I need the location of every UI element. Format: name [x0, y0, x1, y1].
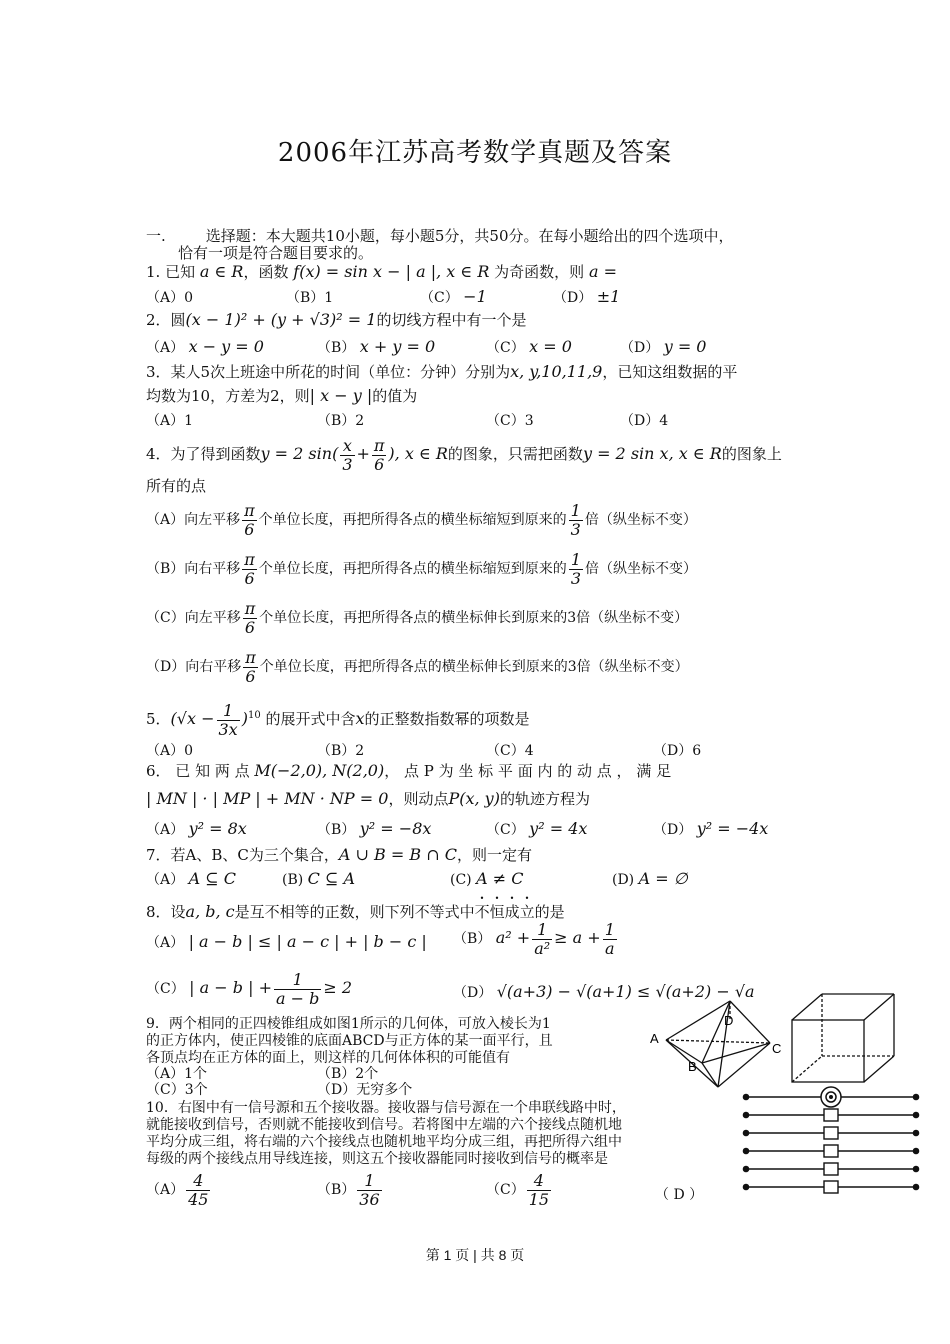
q2-option-c — [486, 337, 572, 357]
q8-emphasis: 不恒成立 — [474, 903, 535, 921]
q5-frac — [217, 702, 240, 739]
den: 3 — [570, 568, 581, 588]
q5-x: x — [355, 709, 365, 728]
question-1 — [146, 262, 617, 282]
page-footer: 第 1 页 | 共 8 页 — [425, 1247, 525, 1263]
q3-math: x, y,10,11,9 — [510, 362, 603, 381]
label: （A） — [146, 872, 185, 888]
q1-stem: 1. 已知 — [146, 263, 196, 281]
label: （C） — [486, 822, 525, 838]
question-9-line-2: 的正方体内，使正四棱锥的底面ABCD与正方体的某一面平行，且 — [146, 1033, 553, 1049]
q2-option-b — [317, 337, 435, 357]
q6-stem-b: ， 点 P 为 坐 标 平 面 内 的 动 点 ， 满 足 — [384, 762, 672, 780]
receiver-icon — [824, 1127, 838, 1139]
q2-option-a-label: （A） — [146, 340, 185, 356]
terminal — [914, 1167, 919, 1172]
q7-math: A ∪ B = B ∩ C — [338, 845, 457, 864]
question-6-line-2 — [146, 789, 590, 809]
q10-answer: （ D ） — [655, 1187, 704, 1203]
label: （C） — [486, 1182, 525, 1198]
den: 45 — [188, 1189, 209, 1209]
q7-option-a — [146, 869, 236, 889]
q3-math-2: | x − y | — [309, 386, 373, 405]
q8-stem-c: 的是 — [534, 903, 565, 921]
terminal — [744, 1131, 749, 1136]
q7-option-c — [450, 869, 523, 888]
q4-option-c — [146, 598, 688, 638]
q7-option-b — [282, 869, 355, 888]
label: （C） — [146, 981, 185, 997]
q7-option-d — [612, 869, 688, 888]
question-6 — [146, 761, 671, 781]
six: 6 — [244, 519, 255, 539]
q6-stem-c: ，则动点 — [388, 790, 449, 808]
label-a: A — [650, 1031, 659, 1046]
q2-option-b-value: x + y = 0 — [359, 337, 436, 356]
q4-frac-1-den: 3 — [342, 454, 353, 474]
q6-math-2: | MN | · | MP | + MN · NP = 0 — [146, 789, 389, 808]
value: A ≠ C — [476, 869, 524, 888]
q10-option-b — [317, 1170, 384, 1210]
q9-option-a: （A）1个 — [146, 1066, 208, 1082]
question-3-line-2 — [146, 386, 417, 406]
q5-close: ) — [241, 709, 248, 728]
q4-line-2: 所有的点 — [146, 477, 207, 495]
edge — [792, 1056, 822, 1082]
q5-option-b: （B）2 — [317, 743, 365, 759]
q9-option-d: （D）无穷多个 — [317, 1082, 413, 1098]
octahedron-figure — [648, 995, 788, 1095]
q4-math-2: y = 2 sin x, x ∈ R — [582, 444, 722, 463]
q2-option-a-value: x − y = 0 — [188, 337, 264, 356]
cube-front — [792, 1020, 864, 1082]
label: (C) — [450, 872, 472, 888]
page-title: 2006年江苏高考数学真题及答案 — [277, 138, 673, 168]
q5-option-a: （A）0 — [146, 743, 194, 759]
q3-stem-d: 的值为 — [372, 387, 418, 405]
value: y² = −4x — [696, 819, 769, 838]
pi: π — [244, 500, 255, 520]
num: 1 — [532, 921, 552, 940]
label-b: B — [688, 1059, 697, 1074]
terminal — [914, 1131, 919, 1136]
q4-plus: + — [356, 444, 370, 463]
q7-stem: 7．若A、B、C为三个集合， — [146, 846, 339, 864]
label: （A） — [146, 822, 185, 838]
q4-frac-2-den: 6 — [374, 454, 385, 474]
q4-frac-1-num: x — [340, 437, 354, 456]
q10-a-frac — [186, 1172, 210, 1209]
q8-option-a — [146, 932, 427, 952]
q4-opt-c-text: （C）向左平移 — [146, 610, 241, 626]
q8-math: a, b, c — [185, 902, 235, 921]
q4-opt-a-frac-2 — [569, 502, 583, 539]
q1-option-a: （A）0 — [146, 290, 194, 306]
terminal — [914, 1113, 919, 1118]
q3-stem: 3．某人5次上班途中所花的时间（单位：分钟）分别为 — [146, 363, 511, 381]
q6-option-b — [317, 819, 431, 839]
q2-option-c-label: （C） — [486, 340, 525, 356]
q4-stem-b: 的图象，只需把函数 — [447, 445, 583, 463]
receiver-icon — [824, 1163, 838, 1175]
den: 36 — [359, 1189, 380, 1209]
den: 15 — [528, 1189, 550, 1209]
cube-figure — [790, 992, 900, 1087]
value: A ⊆ C — [188, 869, 236, 888]
q1-option-c — [420, 287, 487, 307]
q3-option-c: （C）3 — [486, 413, 534, 429]
q3-stem-c: 均数为10，方差为2，则 — [146, 387, 310, 405]
edge — [792, 994, 822, 1020]
label-c: C — [772, 1041, 782, 1056]
label: (D) — [612, 872, 635, 888]
num: 1 — [217, 702, 240, 721]
value: y² = −8x — [359, 819, 432, 838]
q4-opt-c-text-b: 个单位长度，再把所得各点的横坐标伸长到原来的3倍（纵坐标不变） — [259, 610, 689, 626]
edge — [730, 1001, 770, 1043]
q4-opt-b-frac — [242, 551, 257, 588]
receiver-icon — [824, 1109, 838, 1121]
q8-stem-b: 是互不相等的正数，则下列不等式中 — [234, 903, 475, 921]
q8-b-frac — [532, 921, 552, 958]
q2-option-d-label: （D） — [620, 340, 660, 356]
q10-b-frac — [357, 1172, 381, 1209]
terminal — [744, 1167, 749, 1172]
num: 1 — [570, 500, 581, 520]
q3-option-a: （A）1 — [146, 413, 194, 429]
pi: π — [245, 647, 256, 667]
q10-c-frac — [527, 1172, 551, 1209]
q5-option-c: （C）4 — [486, 743, 534, 759]
q5-exponent: 10 — [247, 710, 261, 721]
edge — [864, 1056, 894, 1082]
q6-option-c — [486, 819, 587, 839]
value-b: ≥ a + — [554, 928, 601, 947]
edge — [702, 1043, 770, 1063]
num: 1 — [570, 549, 581, 569]
q6-option-d — [653, 819, 768, 839]
q2-stem-b: 的切线方程中有一个是 — [376, 311, 527, 329]
question-9-line-1: 9．两个相同的正四棱锥组成如图1所示的几何体，可放入棱长为1 — [146, 1016, 551, 1032]
q4-option-d — [146, 647, 689, 687]
q4-opt-b-text: （B）向右平移 — [146, 561, 241, 577]
q4-math-b: ), x ∈ R — [388, 444, 448, 463]
question-4 — [146, 434, 782, 474]
value: A = ∅ — [638, 869, 688, 888]
question-2 — [146, 310, 526, 330]
edge — [718, 1043, 770, 1087]
question-10-line-2: 就能接收到信号，否则就不能接收到信号。若将图中左端的六个接线点随机地 — [146, 1117, 622, 1133]
terminal — [744, 1149, 749, 1154]
q8-c-frac — [274, 971, 321, 1008]
q2-option-a — [146, 337, 264, 357]
q1-option-c-value: −1 — [463, 287, 487, 306]
q6-stem-d: 的轨迹方程为 — [499, 790, 590, 808]
circuit-figure — [740, 1085, 922, 1205]
num: 1 — [357, 1172, 381, 1191]
q1-math-1: a ∈ R — [199, 262, 244, 281]
terminal — [914, 1185, 919, 1190]
receiver-icon — [824, 1181, 838, 1193]
q5-stem: 的展开式中含 — [265, 710, 356, 728]
terminal — [744, 1185, 749, 1190]
q8-stem: 8．设 — [146, 903, 186, 921]
q4-math-a: y = 2 sin( — [260, 444, 339, 463]
q6-math: M(−2,0), N(2,0) — [254, 761, 385, 780]
section-text-1: 选择题：本大题共10小题，每小题5分，共50分。在每小题给出的四个选项中， — [205, 227, 734, 245]
q4-opt-b-text-c: 倍（纵坐标不变） — [585, 561, 697, 577]
label: （B） — [317, 822, 356, 838]
q3-option-d: （D）4 — [620, 413, 669, 429]
terminal — [914, 1149, 919, 1154]
value: | a − b | ≤ | a − c | + | b − c | — [188, 932, 427, 951]
question-10-line-3: 平均分成三组，将右端的六个接线点也随机地平均分成三组，再把所得六组中 — [146, 1134, 622, 1150]
q2-option-c-value: x = 0 — [529, 337, 572, 356]
section-number: 一. — [146, 227, 166, 245]
section-text-2: 恰有一项是符合题目要求的。 — [178, 244, 374, 262]
question-5 — [146, 696, 530, 739]
edge — [864, 994, 894, 1020]
q10-option-a — [146, 1170, 212, 1210]
q2-option-d-value: y = 0 — [663, 337, 707, 356]
q4-opt-b-frac-2 — [569, 551, 583, 588]
q4-opt-c-frac — [243, 600, 258, 637]
label: （A） — [146, 935, 185, 951]
label: （A） — [146, 1182, 185, 1198]
signal-source-icon — [821, 1087, 841, 1107]
q4-opt-a-text: （A）向左平移 — [146, 512, 241, 528]
q4-opt-a-frac — [242, 502, 257, 539]
q1-option-b: （B）1 — [286, 290, 334, 306]
q4-option-b — [146, 549, 697, 589]
num: 1 — [604, 919, 615, 939]
terminal — [744, 1095, 749, 1100]
q1-stem-c: 为奇函数，则 — [494, 263, 585, 281]
q8-option-c — [146, 968, 352, 1009]
q7-stem-b: ，则一定有 — [456, 846, 532, 864]
edge — [666, 1040, 770, 1043]
pi: π — [244, 598, 256, 618]
q4-stem: 4．为了得到函数 — [146, 445, 261, 463]
q4-opt-d-text: （D）向右平移 — [146, 659, 242, 675]
num: 4 — [527, 1172, 551, 1191]
six: 6 — [245, 666, 256, 686]
q4-frac-2-num: π — [373, 435, 385, 455]
question-3 — [146, 362, 737, 382]
q4-opt-a-text-c: 倍（纵坐标不变） — [584, 512, 697, 528]
label: （D） — [453, 985, 493, 1001]
value-a: | a − b | + — [189, 978, 272, 997]
label: （D） — [653, 822, 693, 838]
value-b: ≥ 2 — [323, 978, 353, 997]
q4-opt-b-text-b: 个单位长度，再把所得各点的横坐标缩短到原来的 — [258, 561, 567, 577]
value: y² = 8x — [188, 819, 247, 838]
q1-stem-b: ，函数 — [243, 263, 289, 281]
q5-option-d: （D）6 — [653, 743, 702, 759]
q10-option-c — [486, 1170, 553, 1210]
q5-num: 5． — [146, 710, 171, 728]
value: C ⊆ A — [307, 869, 356, 888]
q4-opt-d-text-b: 个单位长度，再把所得各点的横坐标伸长到原来的3倍（纵坐标不变） — [259, 659, 689, 675]
q1-option-d-label: （D） — [553, 290, 593, 306]
label: （B） — [317, 1182, 356, 1198]
q6-stem: 6． 已 知 两 点 — [146, 762, 250, 780]
num: 4 — [186, 1172, 210, 1191]
edge — [666, 1001, 730, 1040]
six: 6 — [244, 568, 255, 588]
q6-option-a — [146, 819, 247, 839]
den: 3x — [218, 719, 238, 739]
den: a − b — [275, 988, 320, 1008]
q4-frac-2 — [372, 437, 387, 474]
q9-option-c: （C）3个 — [146, 1082, 208, 1098]
den: a — [605, 938, 615, 958]
receiver-icon — [824, 1145, 838, 1157]
q1-math-2: f(x) = sin x − | a |, x ∈ R — [293, 262, 490, 281]
label: （B） — [453, 931, 492, 947]
terminal — [744, 1113, 749, 1118]
q4-stem-c: 的图象上 — [721, 445, 782, 463]
value: √(a+3) − √(a+1) ≤ √(a+2) − √a — [496, 982, 755, 1001]
six: 6 — [244, 617, 256, 637]
q3-stem-b: ，已知这组数据的平 — [602, 363, 738, 381]
q2-option-b-label: （B） — [317, 340, 356, 356]
q6-math-3: P(x, y) — [448, 789, 500, 808]
q8-option-b — [453, 918, 619, 959]
q5-open: (√x − — [170, 709, 215, 728]
q5-stem-b: 的正整数指数幂的项数是 — [364, 710, 530, 728]
question-10-line-1: 10．右图中有一信号源和五个接收器。接收器与信号源在一个串联线路中时， — [146, 1100, 626, 1116]
q1-option-c-label: （C） — [420, 290, 459, 306]
q1-option-d — [553, 287, 620, 307]
pi: π — [244, 549, 255, 569]
num: 1 — [274, 971, 321, 990]
q4-frac-1 — [340, 437, 354, 474]
q4-opt-a-text-b: 个单位长度，再把所得各点的横坐标缩短到原来的 — [258, 512, 567, 528]
q1-option-d-value: ±1 — [596, 287, 621, 306]
den: a² — [534, 938, 551, 958]
q9-option-b: （B）2个 — [317, 1066, 379, 1082]
question-9-line-3: 各顶点均在正方体的面上，则这样的几何体体积的可能值有 — [146, 1050, 510, 1066]
q4-opt-d-frac — [243, 649, 258, 686]
q4-option-a — [146, 500, 697, 540]
q8-b-frac-2 — [603, 921, 617, 958]
q2-math: (x − 1)² + (y + √3)² = 1 — [185, 310, 377, 329]
label-d: D — [724, 1013, 734, 1028]
q1-math-3: a = — [588, 262, 617, 281]
q2-stem: 2．圆 — [146, 311, 186, 329]
value: y² = 4x — [529, 819, 588, 838]
label: (B) — [282, 872, 304, 888]
q3-option-b: （B）2 — [317, 413, 365, 429]
q2-option-d — [620, 337, 706, 357]
den: 3 — [570, 519, 581, 539]
question-10-line-4: 每级的两个接线点用导线连接，则这五个接收器能同时接收到信号的概率是 — [146, 1151, 608, 1167]
terminal — [914, 1095, 919, 1100]
value-a: a² + — [495, 928, 531, 947]
question-7 — [146, 845, 532, 865]
